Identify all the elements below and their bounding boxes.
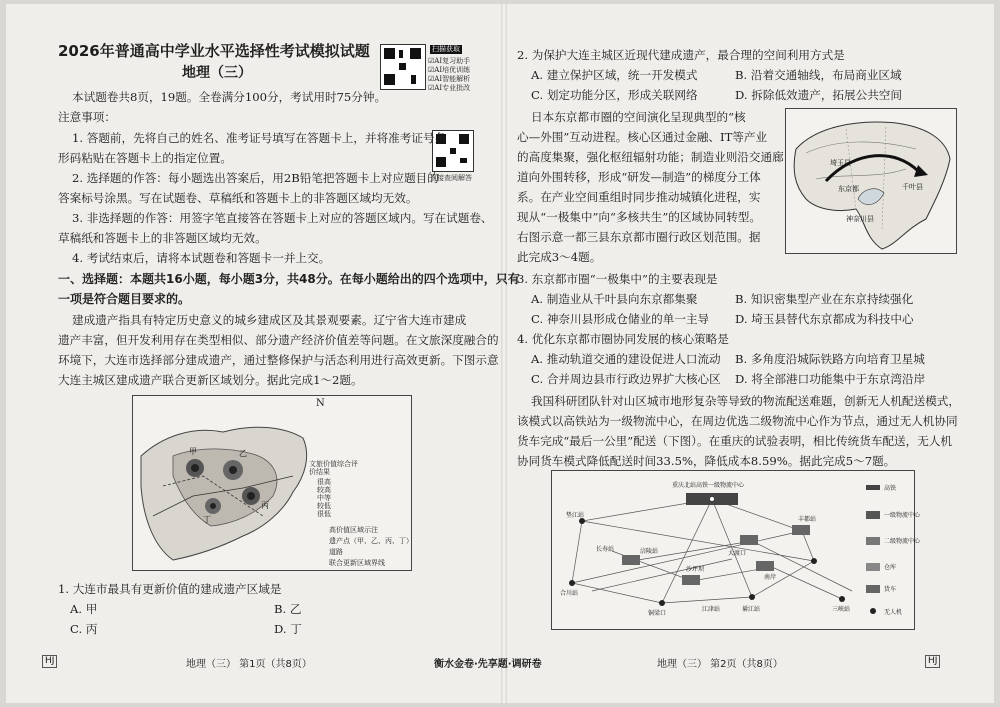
- page-2: [507, 4, 994, 703]
- passage-line: 心—外围”互动进程。核心区通过金融、IT等产业: [517, 130, 768, 144]
- section-heading-cont: 一项是符合题目要求的。: [58, 292, 191, 306]
- zone-label: 丁: [203, 515, 211, 524]
- node-label: 沙坪坝: [686, 566, 705, 573]
- legend-item: 联合更新区域界线: [329, 559, 385, 567]
- page-1: [6, 4, 542, 703]
- q3-option-a[interactable]: A. 制造业从千叶县向东京都集聚: [531, 292, 698, 306]
- legend-label: 仓库: [884, 564, 897, 571]
- legend-level: 较高: [317, 486, 331, 494]
- passage-line: 我国科研团队针对山区城市地形复杂等导致的物流配送难题，创新无人机配送模式，: [531, 394, 960, 408]
- legend-item: 道路: [329, 548, 343, 556]
- notice-line: 1. 答题前，先将自己的姓名、准考证号填写在答题卡上，并将准考证号条: [72, 131, 447, 145]
- notice-line: 2. 选择题的作答：每小题选出答案后，用2B铅笔把答题卡上对应题目的: [72, 171, 439, 185]
- map-label: 埼玉县: [830, 159, 851, 167]
- notice-line: 4. 考试结束后，请将本试题卷和答题卡一并上交。: [72, 251, 331, 265]
- q2-option-c[interactable]: C. 划定功能分区，形成关联网络: [531, 88, 698, 102]
- passage-line: 系。在产业空间重组时同步推动城镇化进程，实: [517, 190, 761, 204]
- q1-option-c[interactable]: C. 丙: [70, 622, 98, 636]
- node-label: 涪陵站: [640, 548, 659, 555]
- q1-option-a[interactable]: A. 甲: [70, 602, 98, 616]
- legend-item: 高价值区域示注: [329, 526, 378, 534]
- node-label: 铜梁口: [648, 610, 667, 617]
- q2-option-d[interactable]: D. 拆除低效遗产，拓展公共空间: [735, 88, 902, 102]
- map-label: 神奈川县: [846, 215, 874, 223]
- passage-line: 货车完成“最后一公里”配送（下图）。在重庆的试验表明，相比传统货车配送，无人机: [517, 434, 953, 448]
- legend-level: 中等: [317, 494, 331, 502]
- scan-item: ☑AI专业批改: [428, 84, 471, 92]
- hub-label: 重庆北站高铁一级物流中心: [672, 482, 745, 489]
- question-4-stem: 4. 优化东京都市圈协同发展的核心策略是: [517, 332, 729, 346]
- scan-heading: 扫描获取: [432, 45, 460, 53]
- notice-heading: 注意事项：: [58, 110, 116, 124]
- footer-page-1: 地理（三） 第1页（共8页）: [186, 659, 312, 670]
- qr-code-1: [380, 44, 426, 90]
- legend-label: 一级物流中心: [884, 512, 921, 519]
- zone-label: 甲: [189, 447, 197, 456]
- legend-label: 高铁: [884, 485, 897, 492]
- q2-option-b[interactable]: B. 沿着交通轴线，布局商业区域: [735, 68, 902, 82]
- passage-line: 该模式以高铁站为一级物流中心，在周边优选二级物流中心作为节点，通过无人机协同: [517, 414, 958, 428]
- footer-brand: 衡水金卷·先享题·调研卷: [434, 659, 542, 670]
- node-label: 三峡站: [832, 606, 851, 613]
- scan-item: ☑AI智能解析: [428, 75, 471, 83]
- legend-level: 较低: [317, 502, 331, 510]
- q2-option-a[interactable]: A. 建立保护区域，统一开发模式: [531, 68, 698, 82]
- corner-tag: HJ: [42, 655, 57, 668]
- exam-subtitle: 地理（三）: [182, 65, 252, 81]
- scan-item: ☑AI培优训练: [428, 66, 471, 74]
- q1-option-d[interactable]: D. 丁: [274, 622, 302, 636]
- notice-line: 形码粘贴在答题卡上的指定位置。: [58, 151, 232, 165]
- dalian-map: [132, 395, 412, 571]
- passage-line: 环境下，大连市选择部分建成遗产，通过整修保护与活态利用进行高效更新。下图示意: [58, 353, 499, 367]
- node-label: 江津站: [702, 606, 721, 613]
- question-2-stem: 2. 为保护大连主城区近现代建成遗产，最合理的空间利用方式是: [517, 48, 845, 62]
- q3-option-c[interactable]: C. 神奈川县形成仓储业的单一主导: [531, 312, 710, 326]
- exam-sheet: [6, 4, 994, 703]
- legend-item: 遗产点（甲、乙、丙、丁）: [329, 537, 413, 545]
- q4-option-c[interactable]: C. 合并周边县市行政边界扩大核心区: [531, 372, 721, 386]
- node-label: 大渡口: [728, 550, 747, 557]
- exam-intro: 本试题卷共8页，19题。全卷满分100分，考试用时75分钟。: [72, 90, 387, 104]
- legend-label: 二级物流中心: [884, 538, 921, 545]
- section-heading: 一、选择题：本题共16小题，每小题3分，共48分。在每小题给出的四个选项中，只有: [58, 272, 520, 286]
- legend-level: 很低: [317, 510, 331, 518]
- passage-line: 建成遗产指具有特定历史意义的城乡建成区及其景观要素。辽宁省大连市建成: [72, 313, 467, 327]
- passage-line: 现从“一极集中”向“多核共生”的区域协同转型。: [517, 210, 761, 224]
- q4-option-d[interactable]: D. 将全部港口功能集中于东京湾沿岸: [735, 372, 926, 386]
- logistics-diagram: [551, 470, 921, 630]
- question-1-stem: 1. 大连市最具有更新价值的建成遗产区域是: [58, 582, 282, 596]
- scan-item: ☑AI复习助手: [428, 57, 471, 65]
- logistics-diagram-svg: [552, 471, 921, 629]
- notice-line: 草稿纸和答题卡上的非答题区域均无效。: [58, 231, 267, 245]
- passage-line: 此完成3～4题。: [517, 250, 602, 264]
- zone-label: 乙: [239, 449, 247, 458]
- tokyo-map-svg: [786, 109, 956, 253]
- node-label: 丰都站: [798, 516, 817, 523]
- node-label: 长寿站: [596, 546, 615, 553]
- question-3-stem: 3. 东京都市圈“一极集中”的主要表现是: [517, 272, 718, 286]
- north-arrow: N: [316, 398, 325, 409]
- node-label: 垫江站: [566, 512, 585, 519]
- legend-label: 无人机: [884, 609, 903, 616]
- footer-page-2: 地理（三） 第2页（共8页）: [657, 659, 783, 670]
- notice-line: 3. 非选择题的作答：用签字笔直接答在答题卡上对应的答题区域内。写在试题卷、: [72, 211, 493, 225]
- legend-level: 很高: [317, 478, 331, 486]
- passage-line: 右图示意一都三县东京都市圈行政区划范围。据: [517, 230, 761, 244]
- q4-option-a[interactable]: A. 推动轨道交通的建设促进人口流动: [531, 352, 721, 366]
- passage-line: 大连主城区建成遗产联合更新区域划分。据此完成1～2题。: [58, 373, 363, 387]
- qr-caption: 直接查阅解答: [430, 174, 472, 182]
- corner-tag: HJ: [925, 655, 940, 668]
- tokyo-map: [785, 108, 957, 254]
- passage-line: 日本东京都市圈的空间演化呈现典型的“核: [531, 110, 746, 124]
- map-label: 千叶县: [902, 183, 923, 191]
- node-label: 南岸: [764, 574, 777, 581]
- legend-label: 货车: [884, 586, 897, 593]
- q1-option-b[interactable]: B. 乙: [274, 602, 302, 616]
- map-label: 东京都: [838, 185, 859, 193]
- passage-line: 的高度集聚，强化枢纽辐射功能；制造业则沿交通廊: [517, 150, 784, 164]
- passage-line: 遗产丰富，但开发利用存在类型相似、部分遗产经济价值差等问题。在文旅深度融合的: [58, 333, 499, 347]
- q3-option-d[interactable]: D. 埼玉县替代东京都成为科技中心: [735, 312, 914, 326]
- node-label: 綦江站: [742, 606, 761, 613]
- node-label: 合川站: [560, 590, 579, 597]
- q4-option-b[interactable]: B. 多角度沿城际铁路方向培育卫星城: [735, 352, 925, 366]
- zone-label: 丙: [261, 501, 269, 510]
- passage-line: 协同货车模式降低配送时间33.5%，降低成本8.59%。据此完成5～7题。: [517, 454, 896, 468]
- legend-title: 文旅价值综合评价结果: [309, 460, 358, 476]
- q3-option-b[interactable]: B. 知识密集型产业在东京持续强化: [735, 292, 914, 306]
- notice-line: 答案标号涂黑。写在试题卷、草稿纸和答题卡上的非答题区域均无效。: [58, 191, 418, 205]
- exam-title: 2026年普通高中学业水平选择性考试模拟试题: [58, 42, 370, 60]
- passage-line: 道向外围转移，形成“研发—制造”的梯度分工体: [517, 170, 761, 184]
